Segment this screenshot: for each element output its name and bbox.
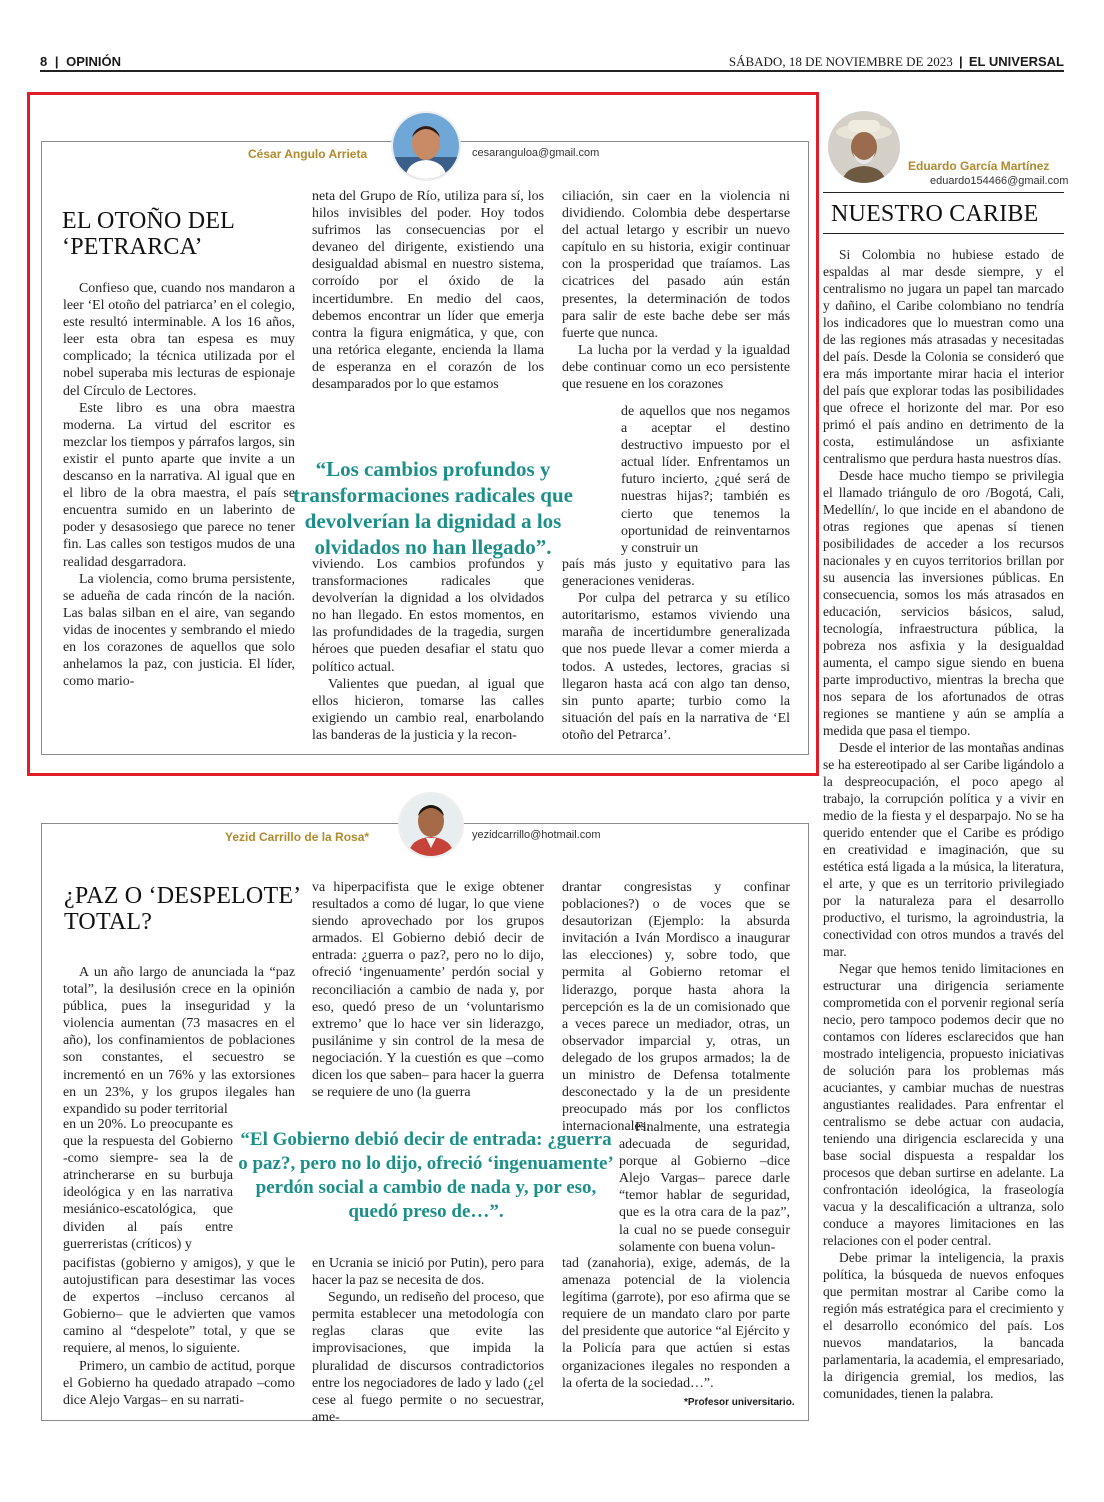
section-name: OPINIÓN (66, 54, 122, 69)
article-column-2-bottom: en Ucrania se inició por Putin), pero para hacer la paz se necesita de dos. Segundo, un rediseño del proceso, que permita establecer una metodología con reglas claras que evite las improvisaciones, que impida la pluralidad de discursos contradictorios entre los negociadores de lado y lado (¿el cese al fuego permite o no secuestrar, ame- (312, 1256, 544, 1425)
newspaper-name: EL UNIVERSAL (968, 54, 1064, 69)
article-column (823, 246, 1064, 1402)
article-title: EL OTOÑO DEL ‘PETRARCA’ (62, 208, 236, 260)
pull-quote: “El Gobierno debió decir de entrada: ¿guerra o paz?, pero no lo dijo, ofreció ‘ingenuamente’ perdón social a cambio de nada y, por eso, quedó preso de…”. (238, 1129, 614, 1222)
footnote: *Profesor universitario. (684, 1397, 795, 1408)
article-column-1-top: A un año largo de anunciada la “paz total”, la desilusión crece en la opinión pública, pues la inseguridad y la violencia aumentan (73 masacres en el año), los confinamientos de poblaciones son constantes, el secuestro se incrementó en un 76% y las extorsiones en un 23%, y los grupos ilegales han expandido su poder territorial (63, 965, 295, 1117)
paragraph: Confieso que, cuando nos mandaron a leer ‘El otoño del patriarca’ en el colegio, este resultó interminable. A los 16 años, leer esta obra tan espesa es muy complicado; la técnica utilizada por el nobel superaba mis lecturas de espionaje del Círculo de Lectores. (63, 281, 295, 399)
article-column-1-middle: en un 20%. Lo preocupante es que la respuesta del Gobierno -como siempre- sea la de atrincherarse en su burbuja ideológica y en las narrativa mesiánico-escatológica, que dividen al país entre guerreristas (críticos) y (63, 1117, 233, 1252)
author-name: Eduardo García Martínez (908, 159, 1050, 173)
author-photo (398, 792, 464, 858)
article-column-3-top: ciliación, sin caer en la violencia ni dividiendo. Colombia debe despertarse del actual letargo y escribir un nuevo capítulo en su historia, exigir continuar con la prosperidad que traíamos. Las cicatrices del pasado aún están presentes, la determinación de todos para salir de este bache debe ser más fuerte que nunca. La lucha por la verdad y la igualdad debe continuar como un eco persistente que resuene en los corazones (562, 189, 790, 393)
author-photo (391, 111, 461, 181)
paragraph: Este libro es una obra maestra moderna. La virtud del escritor es mezclar los tiempos y párrafos largos, sin existir el punto aparte que invite a un descanso en la narrativa. Al igual que en el libro de la obra maestra, el país se encuentra sumido en un laberinto de poder y desasosiego que parece no tener fin. Las calles son testigos mudos de una realidad desgarradora. (63, 400, 295, 570)
article-column-3-middle: Finalmente, una estrategia adecuada de seguridad, porque al Gobierno –dice Alejo Vargas– parece darle “temor hablar de seguridad, que es la otra cara de la paz”, la cual no se puede conseguir solamente con buena volun- (619, 1120, 790, 1255)
divider (823, 192, 1064, 193)
divider (823, 233, 1064, 234)
article-column-3-bottom: país más justo y equitativo para las generaciones venideras. Por culpa del petrarca y su etílico autoritarismo, estamos viviendo una maraña de incertidumbre generalizada que nos puede llevar a comer mierda a todos. A ustedes, lectores, gracias si llegaron hasta acá con algo tan denso, sin punto aparte; turbio como la situación del país en la narrativa de ‘El otoño del Petrarca’. (562, 557, 790, 743)
author-name: Yezid Carrillo de la Rosa* (225, 830, 370, 844)
author-photo (828, 111, 900, 183)
author-name: César Angulo Arrieta (248, 147, 368, 161)
author-email[interactable]: eduardo154466@gmail.com (930, 175, 1069, 187)
paragraph: Debe primar la inteligencia, la praxis política, la búsqueda de nuevos enfoques que permitan mostrar al Caribe como la región más estratégica para el crecimiento y el desarrollo económico del país. Los nuevos mandatarios, la bancada parlamentaria, la academia, el empresariado, la dirigencia gremial, los medios, las comunidades, tienen la palabra. (823, 1250, 1064, 1401)
article-column-3-top: drantar congresistas y confinar poblaciones?) o de voces que se desautorizan (Ejemplo: la absurda invitación a Iván Mordisco a inaugurar las elecciones) y, sobre todo, que permita al Gobierno retomar el liderazgo, porque hasta ahora la percepción es la de un comisionado que a veces parece un mediador, otras, un observador imparcial y, otras, un delegado de los grupos armados; la de un ministro de Defensa totalmente desconectado y la de un presidente preocupado más por los conflictos internacionales. (562, 880, 790, 1135)
article-column-3-middle: de aquellos que nos negamos a aceptar el destino destructivo impuesto por el actual líder. Enfrentamos un futuro incierto, ¿qué será de nuestras hijas?; también es cierto que tenemos la oportunidad de reinventarnos y construir un (621, 404, 790, 556)
article-column-2-top: va hiperpacifista que le exige obtener resultados a como dé lugar, lo que viene siendo aprovechado por los grupos armados. El Gobierno debió decir de entrada: ¿guerra o paz?, pero no lo dijo, ofreció ‘ingenuamente’ perdón social y reconciliación a cambio de nada y, por eso, quedó preso de un ‘voluntarismo extremo’ que lo hace ver sin liderazgo, pusilánime y sin control de la mesa de negociación. Y la cuestión es que –como dicen los que saben– para hacer la guerra se requiere de uno (la guerra (312, 880, 544, 1101)
article-column-3-bottom: tad (zanahoria), exige, además, de la amenaza potencial de la violencia legítima (garrote), por eso afirma que se requiere de un mandato claro por parte del presidente que autorice “al Ejército y la Policía para que actúen si estas organizaciones ilegales no responden a la oferta de la sociedad…”. (562, 1256, 790, 1391)
article-title: ¿PAZ O ‘DESPELOTE’ TOTAL? (64, 883, 302, 935)
article-column-1 (63, 280, 295, 690)
issue-date: SÁBADO, 18 DE NOVIEMBRE DE 2023 (728, 54, 953, 69)
article-title: NUESTRO CARIBE (831, 201, 1039, 227)
pull-quote: “Los cambios profundos y transformaciones radicales que devolverían la dignidad a los olvidados no han llegado”. (293, 457, 573, 559)
author-email[interactable]: cesaranguloa@gmail.com (472, 147, 600, 159)
page-header: 8 | OPINIÓN SÁBADO, 18 DE NOVIEMBRE DE 2023 | EL UNIVERSAL (40, 52, 1064, 72)
paragraph: Si Colombia no hubiese estado de espaldas al mar desde siempre, y el centralismo no jugara un papel tan marcado y dañino, el Caribe colombiano no tendría los indicadores que lo muestran como una de las regiones más atrasadas y necesitadas del país. Desde la Colonia se consideró que era más importante mirar hacia el interior del país que explorar todas las posibilidades que ofrece el horizonte del mar. Por eso primó el país andino en detrimento de la costa, estimulándose un asfixiante centralismo que perdura hasta nuestros días. (823, 247, 1064, 466)
article-column-2-top: neta del Grupo de Río, utiliza para sí, los hilos invisibles del poder. Hoy todos sufrimos las consecuencias por el devaneo del dirigente, existiendo una desigualdad abismal en nuestro sistema, corroído por el óxido de la incertidumbre. En medio del caos, debemos encontrar un líder que emerja contra la figura enigmática, y que, con una retórica elegante, encienda la llama de esperanza en el corazón de los desamparados por lo que estamos (312, 189, 544, 393)
page-number: 8 (40, 54, 48, 69)
paragraph: Desde el interior de las montañas andinas se ha estereotipado al ser Caribe ligándolo a la despreocupación, el poco apego al trabajo, la corrupción política y a vivir en medio de la fiesta y el desparpajo. No se ha querido entender que el Caribe es pródigo en creatividad e imaginación, que su estética está ligada a la música, la literatura, el arte, y que es un territorio privilegiado por la naturaleza para el desarrollo productivo, el turismo, la agroindustria, la conectividad con otros mundos a través del mar. (823, 740, 1064, 959)
article-column-1-bottom: pacifistas (gobierno y amigos), y que le autojustifican para desestimar las voces de expertos –incluso cercanos al Gobierno– que le advierten que vamos camino al “despelote” total, y que se requiere, al menos, lo siguiente. Primero, un cambio de actitud, porque el Gobierno ha quedado atrapado –como dice Alejo Vargas– en su narrati- (63, 1256, 295, 1408)
paragraph: Desde hace mucho tiempo se privilegia el llamado triángulo de oro /Bogotá, Cali, Medellín/, lo que incide en el abandono de otras regiones que apenas sí tienen posibilidades de acceder a los recursos nacionales y en cuyos territorios brillan por su ausencia las inversiones públicas. En consecuencia, somos los más atrasados en educación, servicios básicos, salud, tecnología, infraestructura pública, la pobreza nos asfixia y la desigualdad aumenta, el campo sigue siendo en buena parte improductivo, mientras la brecha que nos separa de los afortunados de otras regiones se mantiene y aún se amplía a medida que pasa el tiempo. (823, 468, 1064, 738)
paragraph: La violencia, como bruma persistente, se adueña de cada rincón de la nación. Las balas silban en el aire, van segando vidas de inocentes y sembrando el miedo en los corazones de aquellos que solo anhelamos la paz, con justicia. El líder, como mario- (63, 571, 295, 690)
paragraph: Negar que hemos tenido limitaciones en estructurar una dirigencia seriamente comprometida con el porvenir regional sería necio, pero tampoco podemos decir que no contamos con líderes esclarecidos que han mostrado inteligencia, propuesto iniciativas de solución para los problemas más acuciantes, y cambiar muchas de nuestras angustiantes realidades. Para enfrentar el centralismo se debe actuar con audacia, teniendo una dirigencia esclarecida y una base social dispuesta a respaldar los procesos que deban surtirse en adelante. La confrontación ideológica, la fraseología vacua y la descalificación a ultranza, solo conduce a mayores limitaciones en las relaciones con el poder central. (823, 961, 1064, 1248)
article-column-2-bottom: viviendo. Los cambios profundos y transformaciones radicales que devolverían la dignidad a los olvidados no han llegado. En estos momentos, en las profundidades de la tragedia, surgen héroes que pueden desafiar el statu quo político actual. Valientes que puedan, al igual que ellos hicieron, tomarse las calles exigiendo un cambio real, enarbolando las banderas de la justicia y la recon- (312, 557, 544, 743)
author-email[interactable]: yezidcarrillo@hotmail.com (472, 829, 601, 841)
